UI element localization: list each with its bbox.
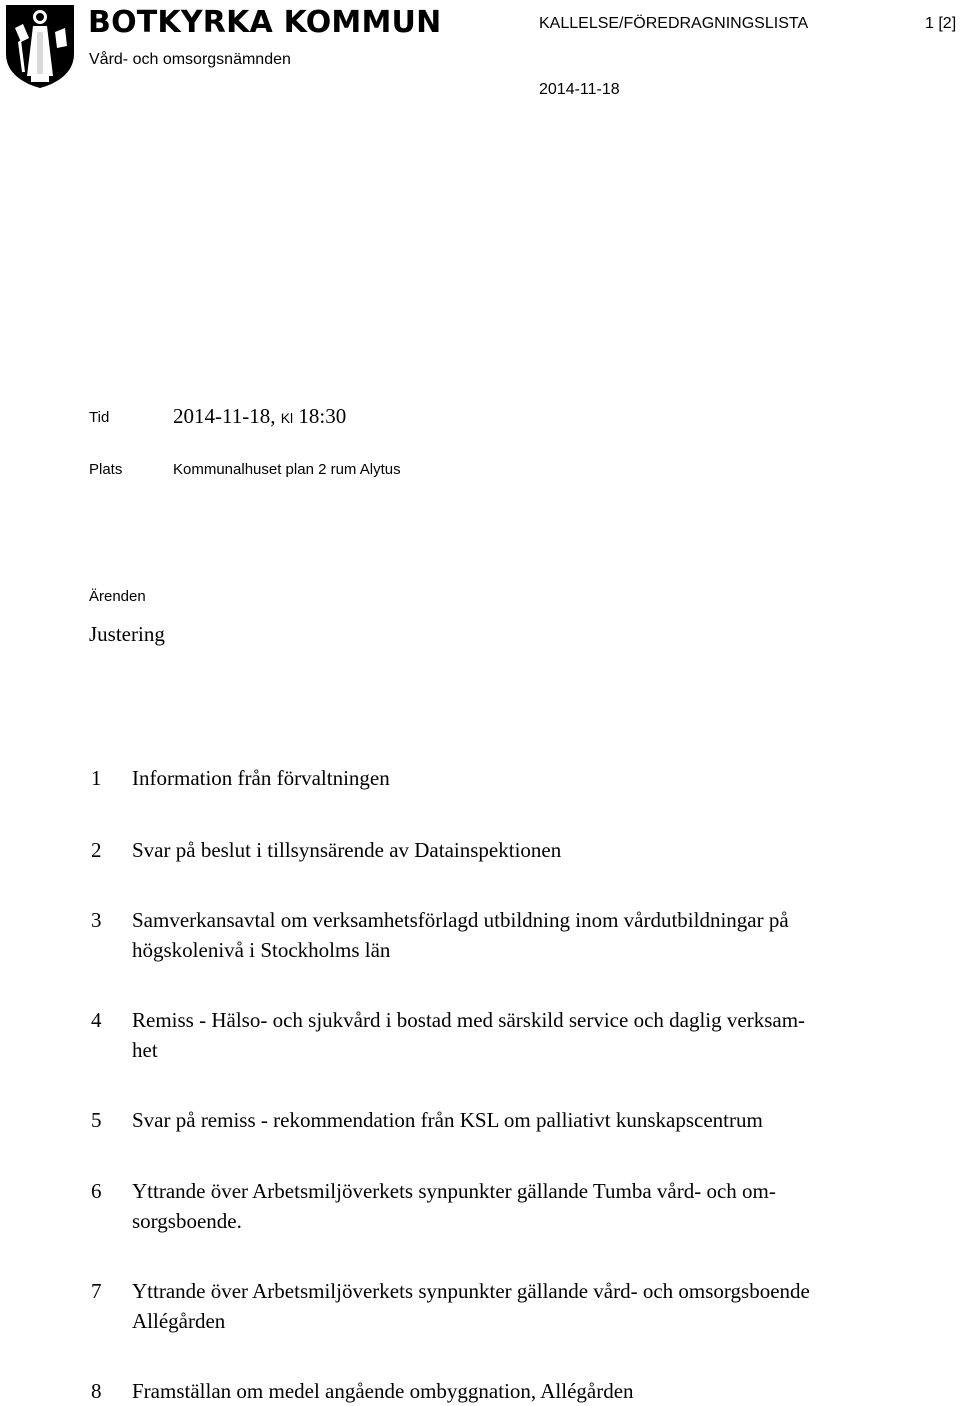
item-number: 6 bbox=[91, 1179, 102, 1203]
item-title-line: Samverkansavtal om verksamhetsförlagd utbildning inom vårdutbildningar på bbox=[132, 908, 789, 932]
place-label: Plats bbox=[89, 461, 123, 478]
document-type: KALLELSE/FÖREDRAGNINGSLISTA bbox=[539, 15, 809, 32]
document-date: 2014-11-18 bbox=[539, 81, 620, 98]
item-number: 2 bbox=[91, 838, 102, 862]
item-title-line: Svar på beslut i tillsynsärende av Datainspektionen bbox=[132, 838, 562, 862]
time-label: Tid bbox=[89, 409, 110, 426]
item-number: 7 bbox=[91, 1279, 102, 1303]
item-title-line: Yttrande över Arbetsmiljöverkets synpunkter gällande Tumba vård- och om- bbox=[132, 1179, 776, 1203]
organization-name: BOTKYRKA KOMMUN bbox=[88, 5, 442, 40]
justering-heading: Justering bbox=[89, 622, 165, 646]
item-number: 8 bbox=[91, 1379, 102, 1403]
matters-heading: Ärenden bbox=[89, 588, 146, 605]
time-clock: 18:30 bbox=[298, 404, 347, 428]
item-number: 5 bbox=[91, 1108, 102, 1132]
item-title-line: Remiss - Hälso- och sjukvård i bostad med särskild service och daglig verksam- bbox=[132, 1008, 806, 1032]
item-number: 3 bbox=[91, 908, 102, 932]
item-title-line: Information från förvaltningen bbox=[132, 766, 390, 790]
time-kl: Kl bbox=[280, 410, 294, 426]
time-date: 2014-11-18, bbox=[173, 404, 276, 428]
item-title-line: Framställan om medel angående ombyggnation, Allégården bbox=[132, 1379, 634, 1403]
item-title-line: sorgsboende. bbox=[132, 1209, 242, 1233]
item-number: 4 bbox=[91, 1008, 102, 1032]
item-title-line: Svar på remiss - rekommendation från KSL om palliativt kunskapscentrum bbox=[132, 1108, 763, 1132]
page-number: 1 [2] bbox=[925, 15, 957, 32]
item-title-line: het bbox=[132, 1038, 158, 1062]
item-title-line: Allégården bbox=[132, 1309, 226, 1333]
item-number: 1 bbox=[91, 766, 102, 790]
committee-name: Vård- och omsorgsnämnden bbox=[89, 51, 291, 68]
item-title-line: Yttrande över Arbetsmiljöverkets synpunkter gällande vård- och omsorgsboende bbox=[132, 1279, 810, 1303]
coat-of-arms-icon bbox=[3, 2, 77, 90]
time-value bbox=[173, 403, 346, 431]
place-value: Kommunalhuset plan 2 rum Alytus bbox=[173, 461, 401, 478]
item-title-line: högskolenivå i Stockholms län bbox=[132, 938, 391, 962]
